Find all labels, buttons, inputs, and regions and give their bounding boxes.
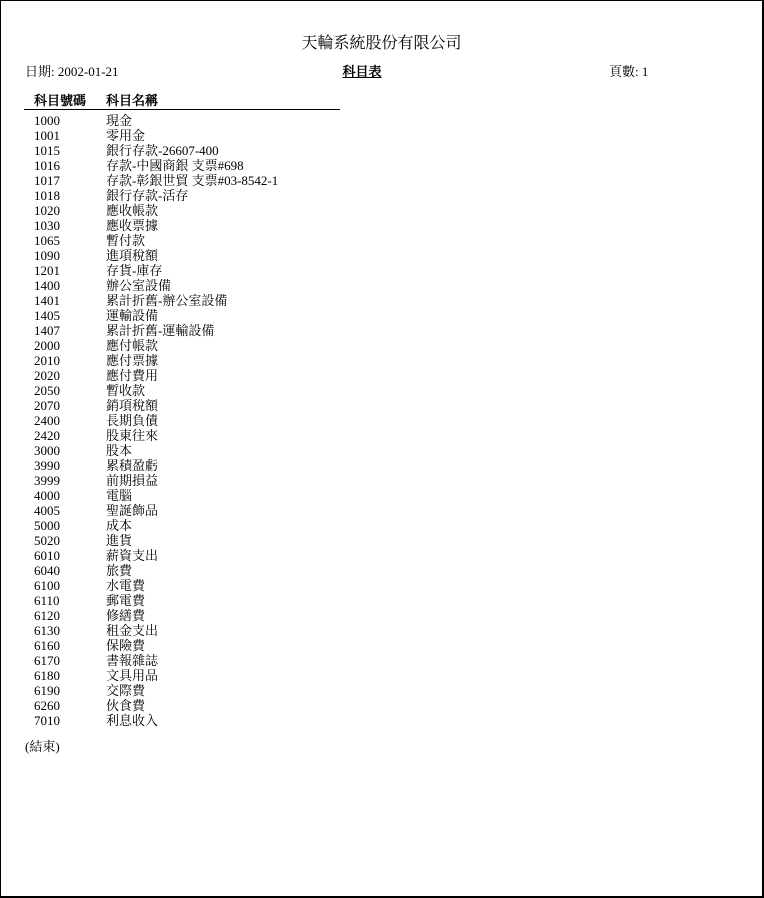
account-name: 修繕費 <box>106 608 146 623</box>
table-row <box>1 143 401 158</box>
account-code: 1016 <box>34 158 60 173</box>
account-code: 1090 <box>34 248 60 263</box>
table-row <box>1 338 401 353</box>
account-name: 股東往來 <box>106 428 159 443</box>
account-code: 6040 <box>34 563 60 578</box>
account-name: 應收帳款 <box>106 203 159 218</box>
company-name: 天輪系統股份有限公司 <box>301 35 462 52</box>
account-code: 7010 <box>34 713 60 728</box>
table-row <box>1 563 401 578</box>
account-name: 應收票據 <box>106 218 159 233</box>
account-name: 交際費 <box>106 683 146 698</box>
account-name: 書報雜誌 <box>106 653 159 668</box>
account-code: 2400 <box>34 413 60 428</box>
table-row <box>1 263 401 278</box>
table-row <box>1 113 401 128</box>
account-code: 1201 <box>34 263 60 278</box>
account-code: 5000 <box>34 518 60 533</box>
account-name: 累計折舊-運輸設備 <box>106 323 215 338</box>
account-code: 2020 <box>34 368 60 383</box>
account-name: 暫收款 <box>106 383 146 398</box>
account-name: 水電費 <box>106 578 146 593</box>
table-row <box>1 368 401 383</box>
account-code: 6160 <box>34 638 60 653</box>
account-name: 前期損益 <box>106 473 159 488</box>
account-code: 4005 <box>34 503 60 518</box>
table-row <box>1 578 401 593</box>
account-name: 現金 <box>106 113 133 128</box>
account-name: 應付費用 <box>106 368 159 383</box>
account-code: 1015 <box>34 143 60 158</box>
table-row <box>1 158 401 173</box>
account-name: 長期負債 <box>106 413 159 428</box>
account-code: 2050 <box>34 383 60 398</box>
account-name: 租金支出 <box>106 623 159 638</box>
table-row <box>1 428 401 443</box>
table-row <box>1 548 401 563</box>
account-code: 2010 <box>34 353 60 368</box>
column-header-name: 科目名稱 <box>106 93 159 108</box>
table-row <box>1 188 401 203</box>
account-name: 成本 <box>106 518 133 533</box>
table-row <box>1 488 401 503</box>
account-code: 6120 <box>34 608 60 623</box>
account-code: 6110 <box>34 593 60 608</box>
account-name: 旅費 <box>106 563 133 578</box>
table-row <box>1 308 401 323</box>
account-name: 應付票據 <box>106 353 159 368</box>
table-row <box>1 683 401 698</box>
account-name: 利息收入 <box>106 713 159 728</box>
account-name: 銀行存款-26607-400 <box>106 143 219 158</box>
account-name: 銷項稅額 <box>106 398 159 413</box>
account-code: 1001 <box>34 128 60 143</box>
account-name: 存貨-庫存 <box>106 263 163 278</box>
account-code: 2420 <box>34 428 60 443</box>
account-name: 伙食費 <box>106 698 146 713</box>
account-name: 累積盈虧 <box>106 458 159 473</box>
account-name: 運輸設備 <box>106 308 159 323</box>
report-date: 日期: 2002-01-21 <box>25 64 119 79</box>
table-row <box>1 518 401 533</box>
account-code: 3990 <box>34 458 60 473</box>
account-code: 1407 <box>34 323 60 338</box>
table-row <box>1 473 401 488</box>
table-row <box>1 713 401 728</box>
account-name: 零用金 <box>106 128 146 143</box>
page-number: 頁數: 1 <box>609 64 649 79</box>
account-code: 1017 <box>34 173 60 188</box>
account-code: 1020 <box>34 203 60 218</box>
account-code: 1030 <box>34 218 60 233</box>
table-row <box>1 383 401 398</box>
table-row <box>1 248 401 263</box>
table-row <box>1 128 401 143</box>
account-name: 薪資支出 <box>106 548 159 563</box>
table-row <box>1 533 401 548</box>
account-code: 6170 <box>34 653 60 668</box>
account-name: 應付帳款 <box>106 338 159 353</box>
account-code: 1405 <box>34 308 60 323</box>
table-row <box>1 398 401 413</box>
account-code: 6260 <box>34 698 60 713</box>
account-code: 6100 <box>34 578 60 593</box>
table-row <box>1 233 401 248</box>
table-row <box>1 458 401 473</box>
table-row <box>1 323 401 338</box>
account-name: 郵電費 <box>106 593 146 608</box>
table-row <box>1 638 401 653</box>
account-code: 1065 <box>34 233 60 248</box>
table-row <box>1 278 401 293</box>
account-name: 保險費 <box>106 638 146 653</box>
table-row <box>1 608 401 623</box>
table-row <box>1 173 401 188</box>
table-row <box>1 653 401 668</box>
account-code: 6010 <box>34 548 60 563</box>
report-title: 科目表 <box>342 64 382 79</box>
account-list <box>1 113 401 728</box>
column-header-code: 科目號碼 <box>34 93 87 108</box>
table-row <box>1 668 401 683</box>
table-row <box>1 443 401 458</box>
account-code: 6180 <box>34 668 60 683</box>
end-marker: (結束) <box>25 739 60 754</box>
account-name: 銀行存款-活存 <box>106 188 189 203</box>
account-name: 電腦 <box>106 488 133 503</box>
table-row <box>1 218 401 233</box>
account-code: 2000 <box>34 338 60 353</box>
account-name: 文具用品 <box>106 668 159 683</box>
account-name: 進貨 <box>106 533 133 548</box>
header-rule <box>24 109 340 110</box>
account-code: 1018 <box>34 188 60 203</box>
account-code: 2070 <box>34 398 60 413</box>
account-code: 3000 <box>34 443 60 458</box>
table-row <box>1 353 401 368</box>
table-row <box>1 503 401 518</box>
table-row <box>1 413 401 428</box>
account-code: 6190 <box>34 683 60 698</box>
account-code: 5020 <box>34 533 60 548</box>
account-code: 1400 <box>34 278 60 293</box>
table-row <box>1 623 401 638</box>
account-name: 辦公室設備 <box>106 278 172 293</box>
account-name: 累計折舊-辦公室設備 <box>106 293 228 308</box>
account-code: 1000 <box>34 113 60 128</box>
account-code: 6130 <box>34 623 60 638</box>
table-row <box>1 698 401 713</box>
account-code: 4000 <box>34 488 60 503</box>
account-code: 1401 <box>34 293 60 308</box>
account-code: 3999 <box>34 473 60 488</box>
table-row <box>1 593 401 608</box>
account-name: 存款-彰銀世貿 支票#03-8542-1 <box>106 173 279 188</box>
account-name: 暫付款 <box>106 233 146 248</box>
table-row <box>1 203 401 218</box>
account-name: 聖誕飾品 <box>106 503 159 518</box>
account-name: 存款-中國商銀 支票#698 <box>106 158 244 173</box>
account-name: 進項稅額 <box>106 248 159 263</box>
account-name: 股本 <box>106 443 133 458</box>
table-row <box>1 293 401 308</box>
